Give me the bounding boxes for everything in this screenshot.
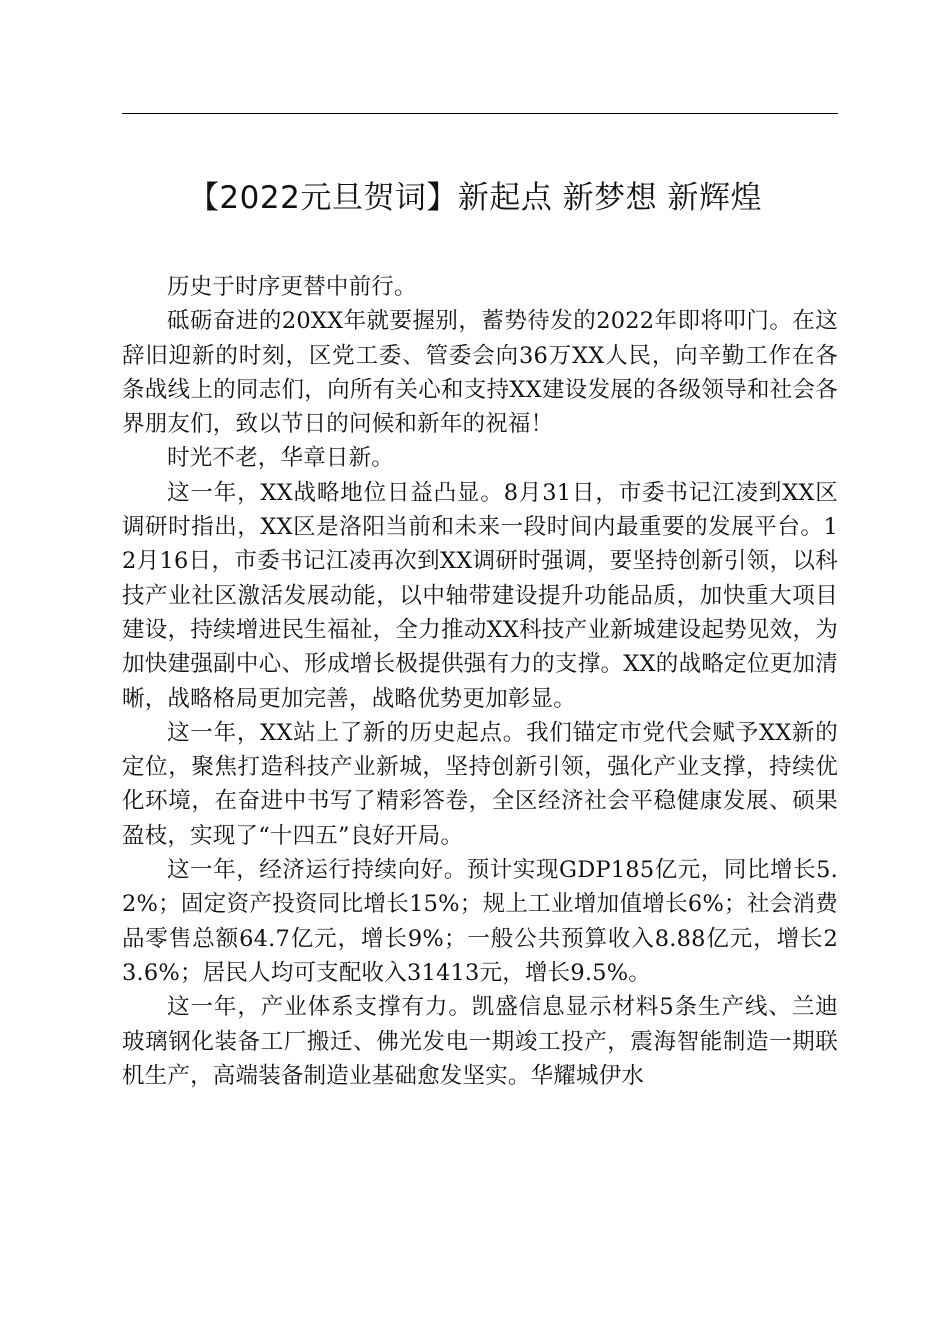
paragraph: 这一年，XX战略地位日益凸显。8月31日，市委书记江凌到XX区调研时指出，XX区是洛阳当前和未来一段时间内最重要的发展平台。12月16日，市委书记江凌再次到XX调研时强调，要坚持创新引领，以科技产业社区激活发展动能，以中轴带建设提升功能品质，加快重大项目建设，持续增进民生福祉，全力推动XX科技产业新城建设起势见效，为加快建强副中心、形成增长极提供强有力的支撑。XX的战略定位更加清晰，战略格局更加完善，战略优势更加彰显。	[122, 479, 838, 712]
paragraph: 这一年，产业体系支撑有力。凯盛信息显示材料5条生产线、兰迪玻璃钢化装备工厂搬迁、佛光发电一期竣工投产，震海智能制造一期联机生产，高端装备制造业基础愈发坚实。华耀城伊水	[122, 994, 838, 1089]
paragraph: 历史于时序更替中前行。	[167, 274, 417, 300]
paragraph: 这一年，经济运行持续向好。预计实现GDP185亿元，同比增长5.2%；固定资产投资同比增长15%；规上工业增加值增长6%；社会消费品零售总额64.7亿元，增长9%；一般公共预算收入8.88亿元，增长23.6%；居民人均可支配收入31413元，增长9.5%。	[122, 857, 838, 986]
header-rule	[122, 113, 838, 114]
paragraph: 砥砺奋进的20XX年就要握别，蓄势待发的2022年即将叩门。在这辞旧迎新的时刻，区党工委、管委会向36万XX人民，向辛勤工作在各条战线上的同志们，向所有关心和支持XX建设发展的各级领导和社会各界朋友们，致以节日的问候和新年的祝福！	[122, 308, 838, 438]
paragraph: 时光不老，华章日新。	[167, 445, 395, 472]
document-title: 【2022元旦贺词】新起点 新梦想 新辉煌	[187, 180, 763, 216]
paragraph: 这一年，XX站上了新的历史起点。我们锚定市党代会赋予XX新的定位，聚焦打造科技产业新城，坚持创新引领，强化产业支撑，持续优化环境，在奋进中书写了精彩答卷，全区经济社会平稳健康发展、硕果盈枝，实现了“十四五”良好开局。	[122, 719, 838, 849]
document-body	[122, 270, 838, 1093]
